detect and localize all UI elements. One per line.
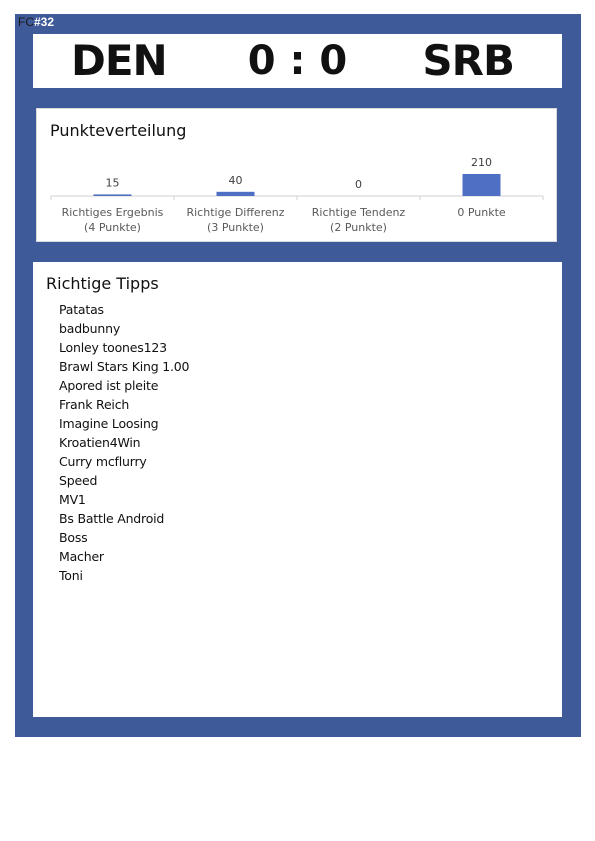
tip-name: Apored ist pleite: [59, 378, 159, 393]
category-label: Richtiges Ergebnis: [61, 206, 164, 219]
tip-name: Bs Battle Android: [59, 511, 165, 526]
scoreboard: [33, 34, 562, 88]
tip-name: Curry mcflurry: [59, 454, 147, 469]
category-label: Richtige Differenz: [186, 206, 285, 219]
tip-name: Frank Reich: [59, 397, 130, 412]
tip-name: Lonley toones123: [59, 340, 167, 355]
category-label: (4 Punkte): [84, 221, 141, 234]
bar-value-label: 0: [355, 178, 362, 191]
tip-name: badbunny: [59, 321, 121, 336]
tip-name: Macher: [59, 549, 104, 564]
tip-name: Boss: [59, 530, 88, 545]
bar-value-label: 210: [471, 156, 492, 169]
tag-number: #32: [34, 15, 55, 29]
bar-value-label: 40: [228, 173, 243, 187]
points-distribution-panel: [36, 108, 557, 242]
bar-value-label: 15: [105, 176, 120, 190]
round-tag: [18, 15, 54, 29]
tip-name: Toni: [59, 568, 83, 583]
bar: [94, 194, 132, 196]
bar: [217, 192, 255, 196]
points-distribution-title: Punkteverteilung: [50, 121, 187, 140]
away-team: SRB: [422, 36, 514, 85]
tip-name: MV1: [59, 492, 86, 507]
correct-tips-panel: [33, 262, 562, 717]
category-label: (3 Punkte): [207, 221, 264, 234]
correct-tips-list: [59, 300, 189, 585]
tag-prefix: FC: [18, 15, 34, 29]
tip-name: Kroatien4Win: [59, 435, 141, 450]
home-team: DEN: [71, 36, 167, 85]
category-label: 0 Punkte: [457, 206, 506, 219]
match-score: 0 : 0: [247, 38, 348, 84]
bar: [463, 174, 501, 196]
category-label: (2 Punkte): [330, 221, 387, 234]
category-label: Richtige Tendenz: [311, 206, 406, 219]
tip-name: Speed: [59, 473, 98, 488]
tip-name: Brawl Stars King 1.00: [59, 359, 190, 374]
points-bar-chart: [37, 109, 558, 243]
tip-name: Patatas: [59, 302, 104, 317]
correct-tips-title: Richtige Tipps: [46, 274, 159, 293]
tip-name: Imagine Loosing: [59, 416, 159, 431]
